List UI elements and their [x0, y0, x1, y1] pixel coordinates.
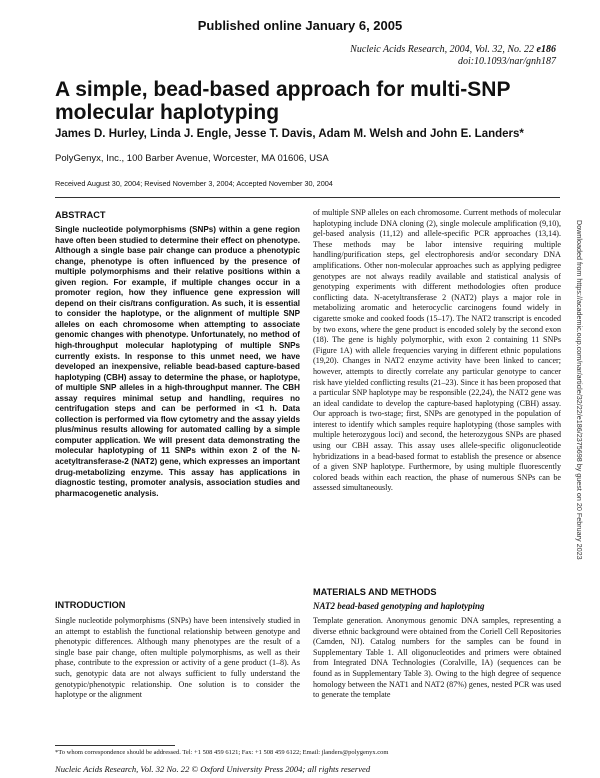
abstract-heading: ABSTRACT — [55, 210, 106, 220]
affiliation: PolyGenyx, Inc., 100 Barber Avenue, Worcester, MA 01606, USA — [55, 153, 329, 164]
author-list: James D. Hurley, Linda J. Engle, Jesse T. Davis, Adam M. Welsh and John E. Landers* — [55, 128, 524, 140]
journal-citation: Nucleic Acids Research, 2004, Vol. 32, No. 22 — [350, 44, 535, 55]
methods-subheading: NAT2 bead-based genotyping and haplotyping — [313, 601, 485, 611]
paper-title: A simple, bead-based approach for multi-SNP molecular haplotyping — [55, 78, 511, 124]
received-dates: Received August 30, 2004; Revised November 3, 2004; Accepted November 30, 2004 — [55, 179, 333, 188]
article-id: e186 — [536, 44, 556, 55]
footnote-divider — [55, 745, 175, 746]
published-line: Published online January 6, 2005 — [197, 18, 403, 33]
methods-heading: MATERIALS AND METHODS — [313, 587, 437, 597]
introduction-heading: INTRODUCTION — [55, 600, 126, 610]
header-divider — [55, 197, 560, 198]
download-note: Downloaded from https://academic.oup.com/nar/article/32/22/e186/2375698 by guest on 20 February 2023 — [575, 220, 584, 560]
right-column-text: of multiple SNP alleles on each chromosome. Current methods of molecular haplotyping include DNA cloning (2), single molecule amplification (9,10), gel-based analysis (11,12) and allele-specific PCR approaches (13,14). These methods may be labor intensive requiring multiple handling/purification steps, gel electrophoresis and/or secondary DNA amplifications. Other non-molecular approaches such as applying pedigree genotypes are not always readily available and statistical analysis of genotyping experiments with different methodologies often produce conflicting data. N-acetyltransferase 2 (NAT2) plays a major role in metabolizing aromatic and heterocyclic carcinogens found widely in cigarette smoke and cooked foods (15–17). The NAT2 transcript is encoded by two exons, where the gene product is encoded solely by the second exon (18). The gene is highly polymorphic, with exon 2 containing 11 SNPs (Figure 1A) with allele frequencies varying in different ethnic populations (19,20). Changes in NAT2 enzyme activity have been linked to cancer; however, attempts to directly correlate any particular genotype to cancer risk have yielded conflicting results (21–23). Since it has been proposed that a particular SNP haplotype may be responsible (22,24), the NAT2 gene was an ideal candidate to develop the capture-based haplotyping (CBH) assay. Our approach is two-stage; first, SNPs are genotyped in the population of interest to identify which samples require haplotyping (those samples with multiple heterozygous loci) and second, the heterozygous SNPs are phased using our CBH assay. This assay uses allele-specific oligonucleotide hybridizations in a bead-based format to establish the presence or absence of a given SNP haplotype. Furthermore, by using multiple fluorescently colored beads within each reaction, the phase of numerous SNPs can be assessed simultaneously. — [313, 208, 561, 493]
correspondence-footnote: *To whom correspondence should be addressed. Tel: +1 508 459 6121; Fax: +1 508 459 6122; Email: jlanders@polygenyx.com — [55, 749, 389, 756]
introduction-text: Single nucleotide polymorphisms (SNPs) have been intensively studied in an attempt to establish the functional relationship between genotype and phenotypic differences. Although many phenotypes are the result of a single base pair change, often multiple polymorphisms, as well as their phase, contribute to the expression or activity of a gene product (1–8). As such, genotypic data are not always sufficient to fully understand the genotypic/phenotypic relationship. One solution is to consider the haplotype or the alignment — [55, 616, 300, 700]
doi[interactable]: doi:10.1093/nar/gnh187 — [457, 56, 556, 67]
page-footer: Nucleic Acids Research, Vol. 32 No. 22 © Oxford University Press 2004; all rights reserved — [55, 764, 371, 774]
download-watermark — [575, 220, 585, 580]
methods-text: Template generation. Anonymous genomic DNA samples, representing a diverse ethnic background were obtained from the Coriell Cell Repositories (Camden, NJ). Catalog numbers for the samples can be found in Supplementary Table 1. All oligonucleotides and primers were obtained from Integrated DNA Technologies (Coralville, IA) (sequences can be found as in Supplementary Table 3). Owing to the high degree of sequence homology between the NAT1 and NAT2 (87%) genes, nested PCR was used to generate the template — [313, 616, 561, 700]
journal-reference — [350, 44, 556, 68]
abstract-text: Single nucleotide polymorphisms (SNPs) within a gene region have often been studied to determine their effect on phenotype. Although a single base pair change can produce a phenotypic change, phenotype is often influenced by the presence of multiple polymorphisms and their relative positions within a given region. For example, if multiple changes occur in a promoter region, how they influence gene expression will depend on their cis/trans configuration. As such, it is essential to consider the haplotype, or the alignment of multiple SNP alleles on each chromosome when attempting to associate genomic changes with phenotype. Unfortunately, no method of high-throughput molecular haplotyping of multiple SNPs currently exists. In response to this unmet need, we have developed an inexpensive, reliable bead-based capture-based haplotyping (CBH) assay to determine the phase, or haplotype, of multiple SNP alleles in a high-throughput manner. The CBH assay requires minimal setup and handling, requires no centrifugation steps and can be performed in <1 h. Data collection is performed via flow cytometry and the assay yields plus/minus results allowing for automated calling by a simple computer application. We will present data demonstrating the molecular haplotyping of 11 SNPs within exon 2 of the N-acetyltransferase-2 (NAT2) gene, which expresses an important drug-metabolizing enzyme. This assay has applications in diagnostic testing, promoter analysis, association studies and pharmacogenetic analysis. — [55, 225, 300, 498]
